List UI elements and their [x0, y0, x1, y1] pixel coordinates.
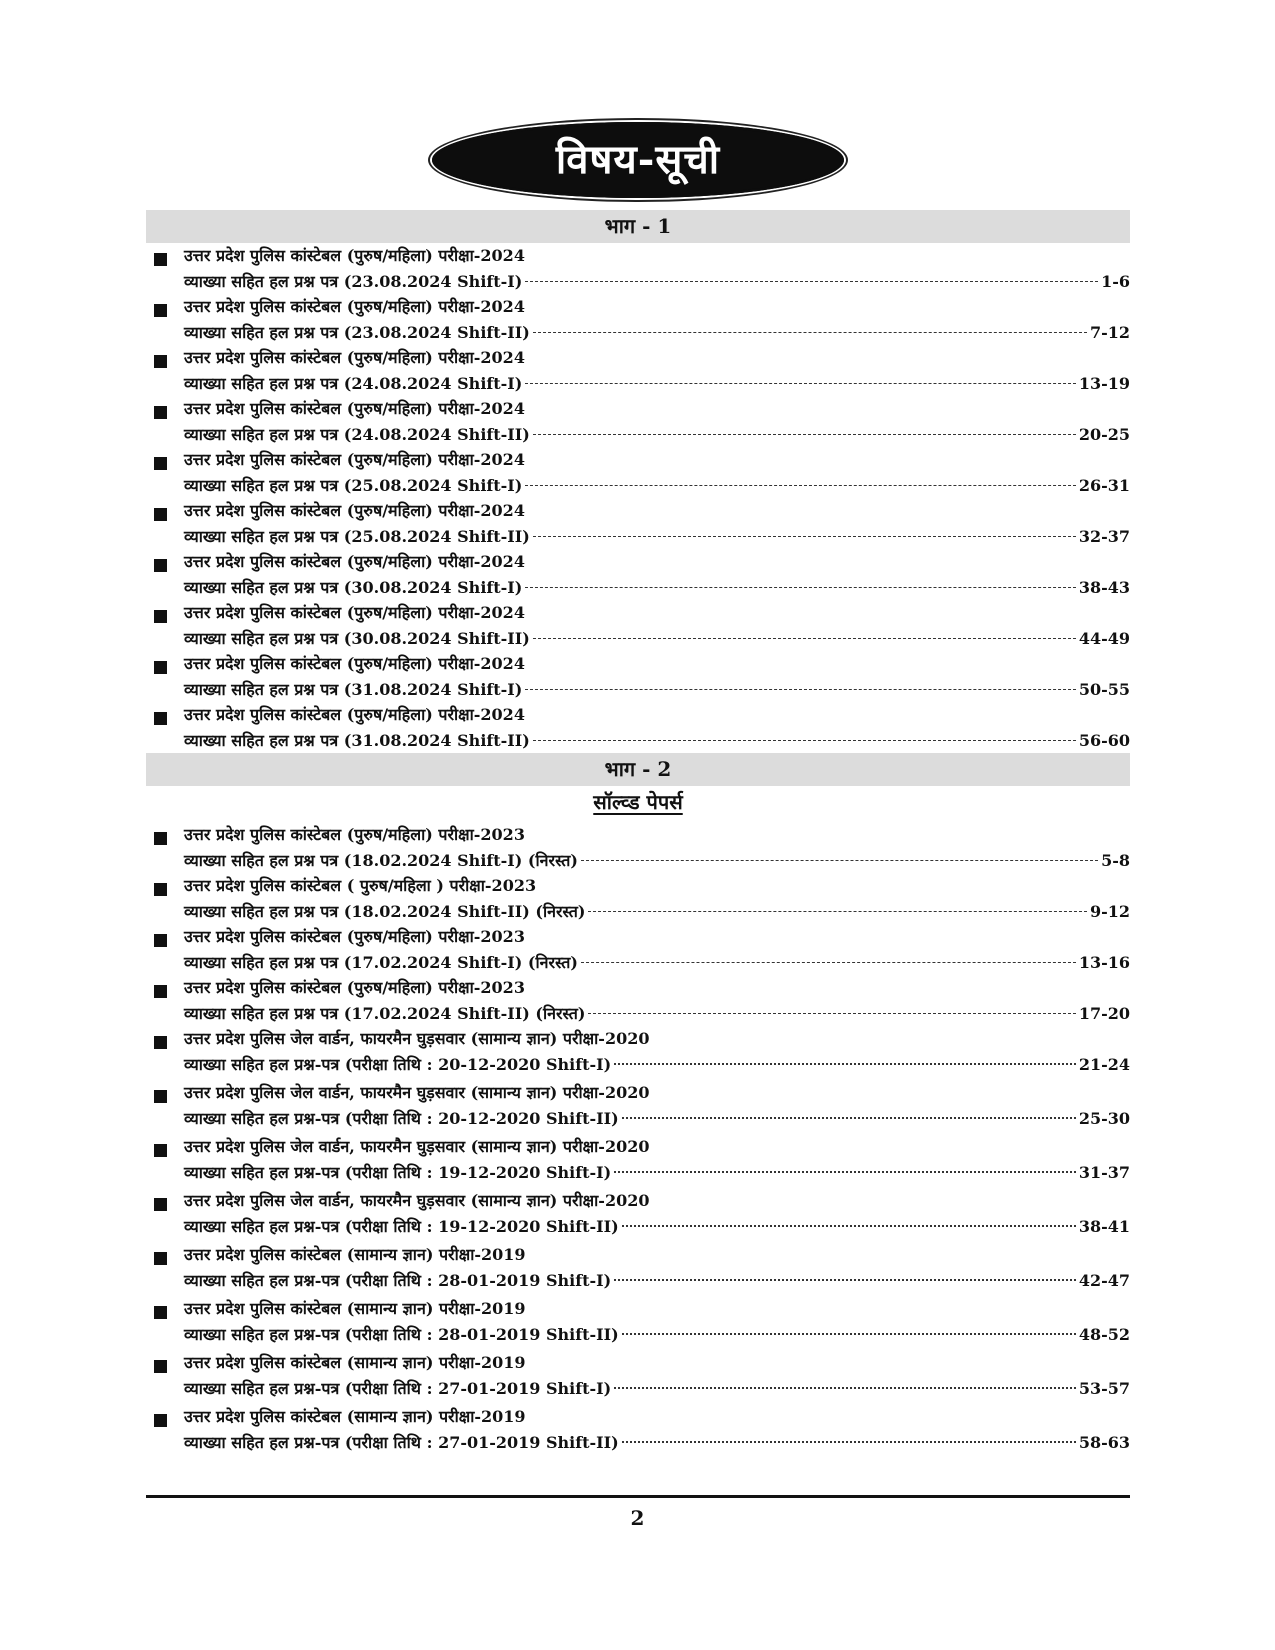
entry-page-range: 58-63 — [1078, 1433, 1130, 1452]
dot-leader — [533, 434, 1076, 435]
entry-paper-description: व्याख्या सहित हल प्रश्न-पत्र (परीक्षा तिथि : 27-01-2019 Shift-I) — [184, 1379, 612, 1398]
entry-exam-title: उत्तर प्रदेश पुलिस कांस्टेबल (पुरुष/महिला) परीक्षा-2024 — [184, 552, 525, 571]
entry-detail-row — [184, 524, 1130, 551]
dot-leader — [533, 536, 1076, 537]
square-bullet-icon — [154, 1306, 167, 1319]
toc-title-banner — [0, 122, 1275, 200]
entry-page-range: 25-30 — [1078, 1109, 1130, 1128]
entry-exam-title: उत्तर प्रदेश पुलिस कांस्टेबल (सामान्य ज्ञान) परीक्षा-2019 — [184, 1353, 526, 1372]
entry-paper-description: व्याख्या सहित हल प्रश्न पत्र (18.02.2024 Shift-II) (निरस्त) — [184, 902, 586, 921]
toc-entry[interactable] — [146, 1134, 1130, 1188]
entry-page-range: 38-41 — [1078, 1217, 1130, 1236]
entry-exam-title: उत्तर प्रदेश पुलिस कांस्टेबल (पुरुष/महिला) परीक्षा-2024 — [184, 399, 525, 418]
entry-page-range: 31-37 — [1078, 1163, 1130, 1182]
entry-detail-row — [184, 1322, 1130, 1349]
entry-paper-description: व्याख्या सहित हल प्रश्न-पत्र (परीक्षा तिथि : 28-01-2019 Shift-I) — [184, 1271, 612, 1290]
entry-exam-title: उत्तर प्रदेश पुलिस कांस्टेबल (पुरुष/महिला) परीक्षा-2023 — [184, 978, 525, 997]
entry-page-range: 21-24 — [1078, 1055, 1130, 1074]
entry-detail-row — [184, 422, 1130, 449]
square-bullet-icon — [154, 883, 167, 896]
dot-leader — [614, 1063, 1076, 1065]
toc-entry[interactable] — [146, 600, 1130, 651]
toc-entry[interactable] — [146, 1350, 1130, 1404]
entry-detail-row — [184, 575, 1130, 602]
toc-entry[interactable] — [146, 498, 1130, 549]
part-2-header: भाग - 2 — [146, 753, 1130, 786]
square-bullet-icon — [154, 1252, 167, 1265]
dot-leader — [588, 1013, 1075, 1014]
square-bullet-icon — [154, 1198, 167, 1211]
dot-leader — [614, 1279, 1076, 1281]
dot-leader — [525, 485, 1075, 486]
toc-entry[interactable] — [146, 975, 1130, 1026]
entry-exam-title: उत्तर प्रदेश पुलिस कांस्टेबल (पुरुष/महिला) परीक्षा-2024 — [184, 246, 525, 265]
entry-page-range: 50-55 — [1078, 680, 1130, 699]
square-bullet-icon — [154, 610, 167, 623]
square-bullet-icon — [154, 712, 167, 725]
page-number: 2 — [630, 1506, 645, 1530]
entry-exam-title: उत्तर प्रदेश पुलिस जेल वार्डन, फायरमैन घुड़सवार (सामान्य ज्ञान) परीक्षा-2020 — [184, 1191, 650, 1210]
entry-detail-row — [184, 848, 1130, 875]
footer-rule — [146, 1495, 1130, 1498]
dot-leader — [533, 638, 1076, 639]
square-bullet-icon — [154, 559, 167, 572]
entry-detail-row — [184, 899, 1130, 926]
entry-paper-description: व्याख्या सहित हल प्रश्न पत्र (24.08.2024 Shift-II) — [184, 425, 530, 444]
entry-detail-row — [184, 626, 1130, 653]
entry-detail-row — [184, 371, 1130, 398]
dot-leader — [622, 1117, 1076, 1119]
entry-detail-row — [184, 1160, 1130, 1187]
entry-paper-description: व्याख्या सहित हल प्रश्न-पत्र (परीक्षा तिथि : 27-01-2019 Shift-II) — [184, 1433, 619, 1452]
page-title: विषय-सूची — [555, 136, 721, 183]
entry-page-range: 32-37 — [1078, 527, 1130, 546]
entry-page-range: 13-16 — [1078, 953, 1130, 972]
entry-exam-title: उत्तर प्रदेश पुलिस जेल वार्डन, फायरमैन घुड़सवार (सामान्य ज्ञान) परीक्षा-2020 — [184, 1083, 650, 1102]
entry-exam-title: उत्तर प्रदेश पुलिस कांस्टेबल (पुरुष/महिला) परीक्षा-2024 — [184, 603, 525, 622]
entry-page-range: 38-43 — [1078, 578, 1130, 597]
toc-entry[interactable] — [146, 549, 1130, 600]
toc-entry[interactable] — [146, 651, 1130, 702]
part-2-subtitle-row — [146, 786, 1130, 822]
entry-detail-row — [184, 950, 1130, 977]
entry-paper-description: व्याख्या सहित हल प्रश्न-पत्र (परीक्षा तिथि : 20-12-2020 Shift-II) — [184, 1109, 619, 1128]
entry-page-range: 9-12 — [1089, 902, 1130, 921]
dot-leader — [622, 1333, 1076, 1335]
part-1-list — [146, 243, 1130, 753]
entry-paper-description: व्याख्या सहित हल प्रश्न-पत्र (परीक्षा तिथि : 28-01-2019 Shift-II) — [184, 1325, 619, 1344]
toc-entry[interactable] — [146, 873, 1130, 924]
entry-page-range: 20-25 — [1078, 425, 1130, 444]
part-1-header: भाग - 1 — [146, 210, 1130, 243]
entry-exam-title: उत्तर प्रदेश पुलिस कांस्टेबल (सामान्य ज्ञान) परीक्षा-2019 — [184, 1299, 526, 1318]
entry-page-range: 26-31 — [1078, 476, 1130, 495]
entry-detail-row — [184, 728, 1130, 755]
entry-exam-title: उत्तर प्रदेश पुलिस कांस्टेबल (पुरुष/महिला) परीक्षा-2024 — [184, 705, 525, 724]
dot-leader — [533, 740, 1076, 741]
entry-detail-row — [184, 1052, 1130, 1079]
square-bullet-icon — [154, 457, 167, 470]
square-bullet-icon — [154, 1036, 167, 1049]
entry-page-range: 44-49 — [1078, 629, 1130, 648]
entry-exam-title: उत्तर प्रदेश पुलिस कांस्टेबल (पुरुष/महिला) परीक्षा-2024 — [184, 450, 525, 469]
entry-page-range: 48-52 — [1078, 1325, 1130, 1344]
square-bullet-icon — [154, 1090, 167, 1103]
entry-page-range: 17-20 — [1078, 1004, 1130, 1023]
entry-detail-row — [184, 1214, 1130, 1241]
square-bullet-icon — [154, 985, 167, 998]
entry-paper-description: व्याख्या सहित हल प्रश्न पत्र (18.02.2024 Shift-I) (निरस्त) — [184, 851, 578, 870]
dot-leader — [525, 689, 1075, 690]
dot-leader — [533, 332, 1087, 333]
square-bullet-icon — [154, 1360, 167, 1373]
part-2-subtitle: सॉल्व्ड पेपर्स — [593, 790, 683, 814]
part-2-list-b — [146, 1026, 1130, 1458]
entry-page-range: 7-12 — [1089, 323, 1130, 342]
square-bullet-icon — [154, 661, 167, 674]
square-bullet-icon — [154, 355, 167, 368]
dot-leader — [525, 281, 1098, 282]
entry-exam-title: उत्तर प्रदेश पुलिस कांस्टेबल (पुरुष/महिला) परीक्षा-2024 — [184, 297, 525, 316]
entry-paper-description: व्याख्या सहित हल प्रश्न पत्र (30.08.2024 Shift-II) — [184, 629, 530, 648]
square-bullet-icon — [154, 1414, 167, 1427]
entry-detail-row — [184, 1430, 1130, 1457]
part-2-list-a — [146, 822, 1130, 1026]
entry-paper-description: व्याख्या सहित हल प्रश्न पत्र (17.02.2024 Shift-I) (निरस्त) — [184, 953, 578, 972]
dot-leader — [588, 911, 1086, 912]
entry-exam-title: उत्तर प्रदेश पुलिस कांस्टेबल (पुरुष/महिला) परीक्षा-2024 — [184, 654, 525, 673]
entry-exam-title: उत्तर प्रदेश पुलिस कांस्टेबल (सामान्य ज्ञान) परीक्षा-2019 — [184, 1245, 526, 1264]
entry-page-range: 56-60 — [1078, 731, 1130, 750]
entry-paper-description: व्याख्या सहित हल प्रश्न पत्र (25.08.2024 Shift-I) — [184, 476, 523, 495]
entry-exam-title: उत्तर प्रदेश पुलिस जेल वार्डन, फायरमैन घुड़सवार (सामान्य ज्ञान) परीक्षा-2020 — [184, 1029, 650, 1048]
toc-entry[interactable] — [146, 924, 1130, 975]
entry-page-range: 13-19 — [1078, 374, 1130, 393]
toc-entry[interactable] — [146, 294, 1130, 345]
entry-paper-description: व्याख्या सहित हल प्रश्न-पत्र (परीक्षा तिथि : 19-12-2020 Shift-II) — [184, 1217, 619, 1236]
entry-exam-title: उत्तर प्रदेश पुलिस कांस्टेबल (पुरुष/महिला) परीक्षा-2023 — [184, 927, 525, 946]
entry-exam-title: उत्तर प्रदेश पुलिस कांस्टेबल (सामान्य ज्ञान) परीक्षा-2019 — [184, 1407, 526, 1426]
entry-paper-description: व्याख्या सहित हल प्रश्न-पत्र (परीक्षा तिथि : 20-12-2020 Shift-I) — [184, 1055, 612, 1074]
entry-page-range: 42-47 — [1078, 1271, 1130, 1290]
entry-exam-title: उत्तर प्रदेश पुलिस कांस्टेबल ( पुरुष/महिला ) परीक्षा-2023 — [184, 876, 537, 895]
toc-entry[interactable] — [146, 1242, 1130, 1296]
entry-paper-description: व्याख्या सहित हल प्रश्न पत्र (30.08.2024 Shift-I) — [184, 578, 523, 597]
square-bullet-icon — [154, 934, 167, 947]
square-bullet-icon — [154, 1144, 167, 1157]
toc-entry[interactable] — [146, 702, 1130, 753]
dot-leader — [622, 1225, 1076, 1227]
square-bullet-icon — [154, 832, 167, 845]
dot-leader — [581, 860, 1098, 861]
square-bullet-icon — [154, 508, 167, 521]
entry-paper-description: व्याख्या सहित हल प्रश्न पत्र (24.08.2024 Shift-I) — [184, 374, 523, 393]
entry-paper-description: व्याख्या सहित हल प्रश्न-पत्र (परीक्षा तिथि : 19-12-2020 Shift-I) — [184, 1163, 612, 1182]
entry-paper-description: व्याख्या सहित हल प्रश्न पत्र (31.08.2024 Shift-II) — [184, 731, 530, 750]
entry-detail-row — [184, 1001, 1130, 1028]
dot-leader — [525, 383, 1075, 384]
toc-entry[interactable] — [146, 447, 1130, 498]
dot-leader — [614, 1387, 1076, 1389]
square-bullet-icon — [154, 253, 167, 266]
entry-detail-row — [184, 473, 1130, 500]
dot-leader — [525, 587, 1075, 588]
entry-paper-description: व्याख्या सहित हल प्रश्न पत्र (25.08.2024 Shift-II) — [184, 527, 530, 546]
entry-paper-description: व्याख्या सहित हल प्रश्न पत्र (17.02.2024 Shift-II) (निरस्त) — [184, 1004, 586, 1023]
toc-entry[interactable] — [146, 1404, 1130, 1458]
entry-exam-title: उत्तर प्रदेश पुलिस कांस्टेबल (पुरुष/महिला) परीक्षा-2023 — [184, 825, 525, 844]
entry-paper-description: व्याख्या सहित हल प्रश्न पत्र (31.08.2024 Shift-I) — [184, 680, 523, 699]
toc-entry[interactable] — [146, 1080, 1130, 1134]
entry-detail-row — [184, 320, 1130, 347]
square-bullet-icon — [154, 304, 167, 317]
dot-leader — [581, 962, 1076, 963]
dot-leader — [614, 1171, 1076, 1173]
entry-exam-title: उत्तर प्रदेश पुलिस कांस्टेबल (पुरुष/महिला) परीक्षा-2024 — [184, 501, 525, 520]
entry-page-range: 5-8 — [1101, 851, 1130, 870]
entry-page-range: 53-57 — [1078, 1379, 1130, 1398]
toc-entry[interactable] — [146, 1188, 1130, 1242]
entry-exam-title: उत्तर प्रदेश पुलिस जेल वार्डन, फायरमैन घुड़सवार (सामान्य ज्ञान) परीक्षा-2020 — [184, 1137, 650, 1156]
toc-entry[interactable] — [146, 396, 1130, 447]
entry-paper-description: व्याख्या सहित हल प्रश्न पत्र (23.08.2024 Shift-I) — [184, 272, 523, 291]
table-of-contents — [146, 210, 1130, 1458]
entry-exam-title: उत्तर प्रदेश पुलिस कांस्टेबल (पुरुष/महिला) परीक्षा-2024 — [184, 348, 525, 367]
entry-detail-row — [184, 1106, 1130, 1133]
square-bullet-icon — [154, 406, 167, 419]
entry-paper-description: व्याख्या सहित हल प्रश्न पत्र (23.08.2024 Shift-II) — [184, 323, 530, 342]
entry-page-range: 1-6 — [1101, 272, 1130, 291]
entry-detail-row — [184, 269, 1130, 296]
toc-entry[interactable] — [146, 1296, 1130, 1350]
toc-entry[interactable] — [146, 345, 1130, 396]
entry-detail-row — [184, 1268, 1130, 1295]
entry-detail-row — [184, 677, 1130, 704]
entry-detail-row — [184, 1376, 1130, 1403]
toc-entry[interactable] — [146, 822, 1130, 873]
toc-entry[interactable] — [146, 1026, 1130, 1080]
dot-leader — [622, 1441, 1076, 1443]
toc-entry[interactable] — [146, 243, 1130, 294]
